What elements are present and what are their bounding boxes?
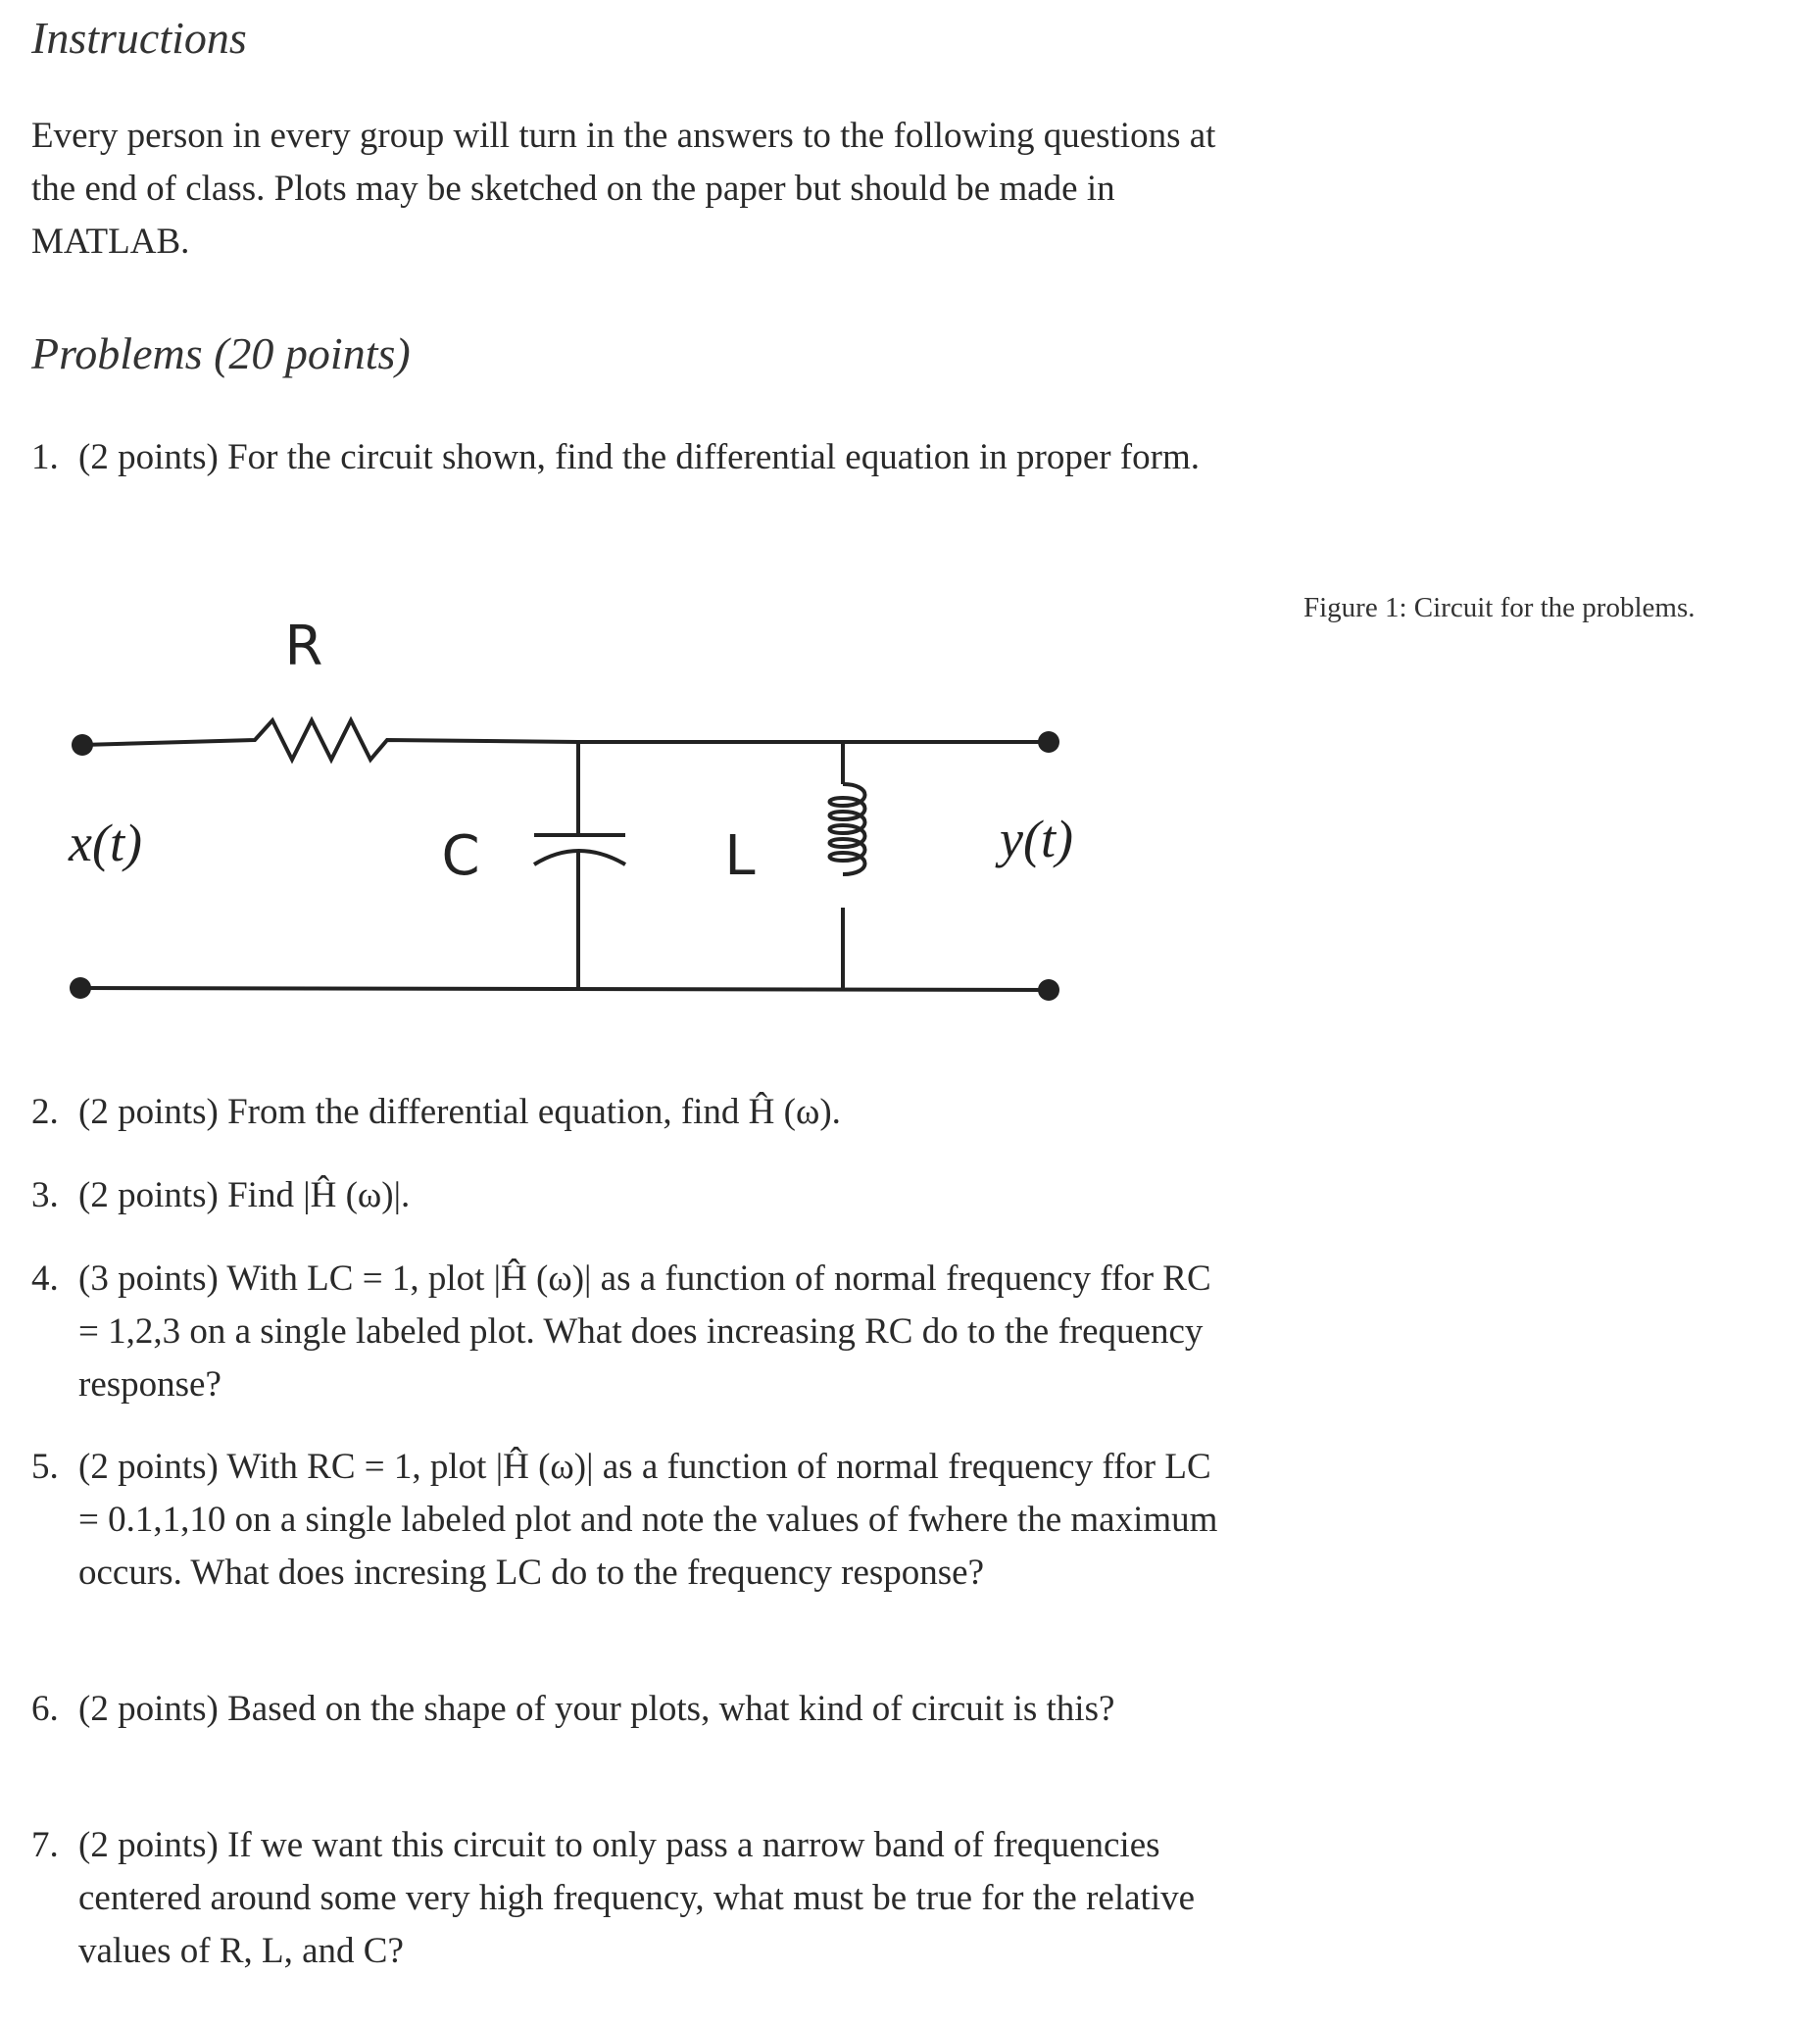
problem-number: 7. [31, 1825, 59, 1865]
problem-item-3 [31, 1169, 1227, 1222]
figure-caption: Figure 1: Circuit for the problems. [1304, 592, 1696, 623]
resistor-label: R [284, 617, 323, 678]
output-signal-label: y(t) [1000, 810, 1073, 868]
problem-item-1 [31, 431, 1227, 484]
input-terminal-bottom [70, 977, 91, 999]
bottom-wire [80, 988, 1049, 990]
problem-number: 6. [31, 1689, 59, 1729]
input-signal-label: x(t) [69, 814, 142, 872]
inductor-coil [830, 784, 865, 874]
problem-item-5 [31, 1441, 1227, 1600]
problem-text: (2 points) Find |Ĥ (ω)|. [78, 1175, 411, 1215]
problem-item-7 [31, 1819, 1227, 1978]
problem-item-6 [31, 1683, 1227, 1736]
problem-number: 5. [31, 1447, 59, 1487]
problem-text: (2 points) With RC = 1, plot |Ĥ (ω)| as a function of normal frequency ffor LC = 0.1,1,10 on a single labeled plot and note the values of fwhere the maximum occurs. What does incresing LC do to the frequency response? [78, 1447, 1218, 1593]
instructions-heading: Instructions [31, 13, 247, 63]
problem-number: 1. [31, 437, 59, 477]
problem-item-4 [31, 1253, 1227, 1411]
output-terminal-top [1038, 731, 1059, 753]
instructions-paragraph: Every person in every group will turn in the answers to the following questions at the end of class. Plots may be sketched on the paper but should be made in MATLAB. [31, 116, 1216, 262]
circuit-diagram [29, 617, 1107, 1029]
capacitor-label: C [441, 824, 480, 888]
problem-text: (2 points) For the circuit shown, find the differential equation in proper form. [78, 437, 1200, 477]
problem-text: (2 points) If we want this circuit to only pass a narrow band of frequencies centered around some very high frequency, what must be true for the relative values of R, L, and C? [78, 1825, 1196, 1971]
problem-item-2 [31, 1086, 1227, 1139]
problem-text: (2 points) From the differential equation, find Ĥ (ω). [78, 1092, 841, 1132]
output-terminal-bottom [1038, 979, 1059, 1001]
problem-text: (2 points) Based on the shape of your plots, what kind of circuit is this? [78, 1689, 1115, 1729]
problem-text: (3 points) With LC = 1, plot |Ĥ (ω)| as a function of normal frequency ffor RC = 1,2,3 on a single labeled plot. What does increasing RC do to the frequency response? [78, 1259, 1211, 1405]
top-wire-with-resistor [82, 720, 1049, 760]
problem-number: 4. [31, 1259, 59, 1299]
problems-heading: Problems (20 points) [31, 328, 411, 378]
problem-number: 3. [31, 1175, 59, 1215]
problem-number: 2. [31, 1092, 59, 1132]
input-terminal-top [72, 734, 93, 756]
inductor-label: L [724, 824, 756, 888]
